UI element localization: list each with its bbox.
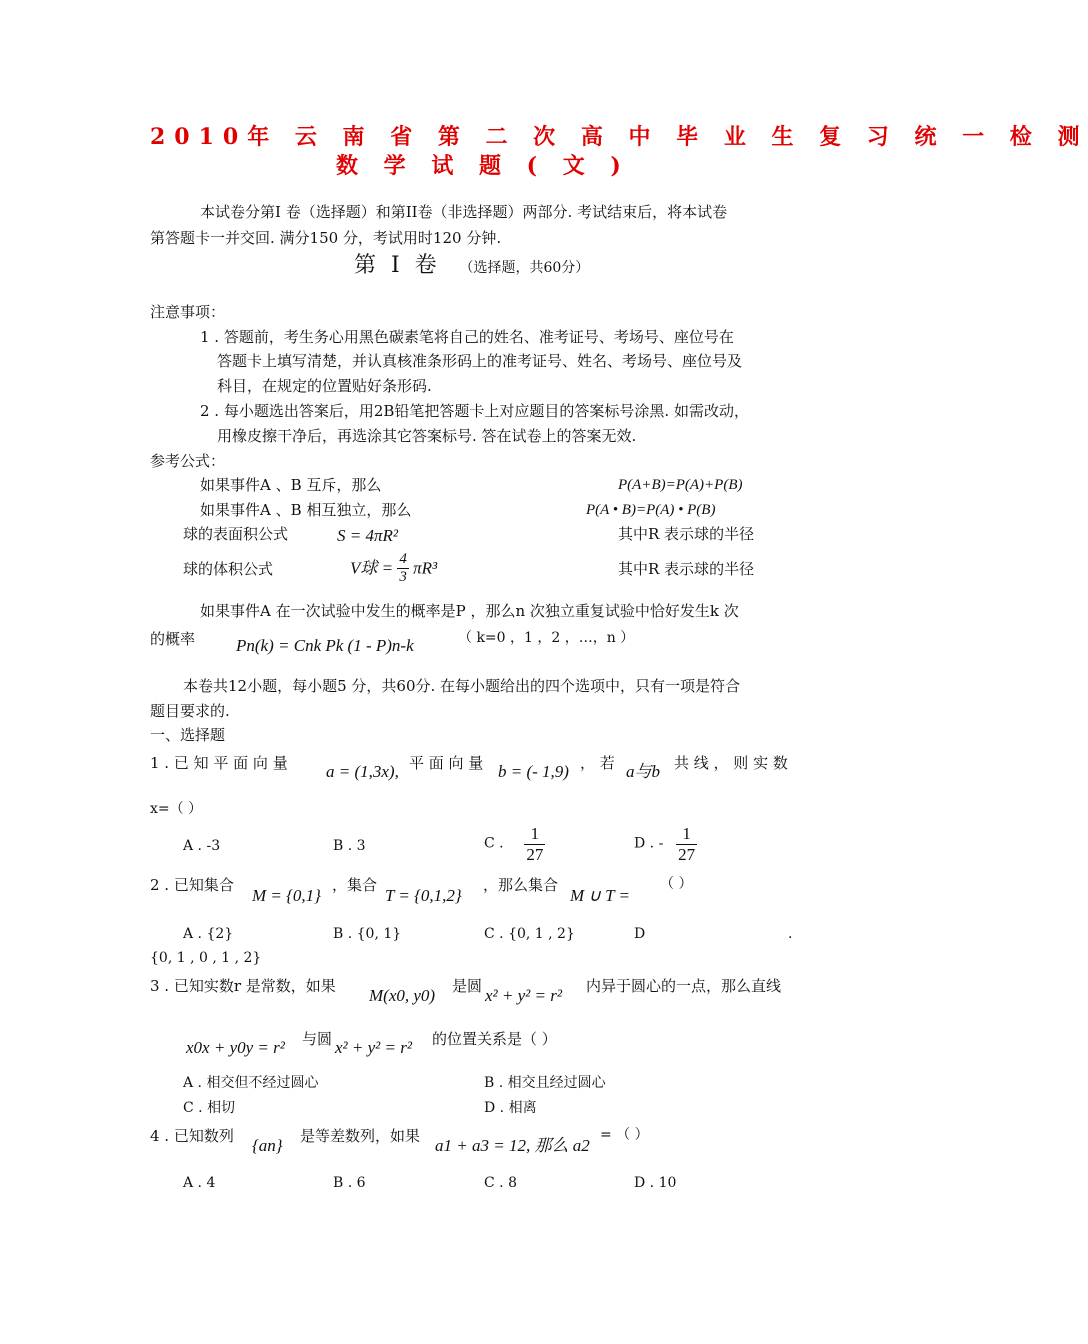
q2-text-a: 2 . 已知集合 <box>150 876 234 894</box>
q1-text-c: ， 若 <box>580 754 615 772</box>
indep-formula: P(A • B)=P(A) • P(B) <box>586 502 716 518</box>
q3-option-c: C . 相切 <box>183 1100 236 1116</box>
q1-vector-a: a = (1,3x), <box>326 762 399 781</box>
volume-text: 球的体积公式 <box>183 560 274 578</box>
q4-sequence: {an} <box>252 1136 283 1155</box>
q3-text-c: 内异于圆心的一点，那么直线 <box>586 977 782 995</box>
q3-text-d: 与圆 <box>302 1030 333 1048</box>
q1-line2: x=（ ） <box>150 801 203 817</box>
volume-den: 3 <box>399 569 407 586</box>
q1-option-b: B . 3 <box>333 838 366 854</box>
q1-option-c-den: 27 <box>526 844 544 864</box>
instructions-line1: 本卷共12小题，每小题5 分，共60分. 在每小题给出的四个选项中，只有一项是符合 <box>183 677 741 695</box>
q1-option-c-fraction <box>524 824 545 864</box>
q1-text-a: 1 . 已 知 平 面 向 量 <box>150 754 288 772</box>
q1-option-c-num: 1 <box>524 824 545 845</box>
instructions-line2: 题目要求的. <box>150 702 230 720</box>
notes-label: 注意事项： <box>150 303 226 321</box>
surface-radius-note: 其中R 表示球的半径 <box>618 525 755 543</box>
q2-option-c: C . {0, 1 , 2} <box>484 926 575 942</box>
binom-line1: 如果事件A 在一次试验中发生的概率是P ，那么n 次独立重复试验中恰好发生k 次 <box>200 602 739 620</box>
indep-text: 如果事件A 、B 相互独立，那么 <box>200 501 412 519</box>
note-item1-line1: 1 . 答题前，考生务心用黑色碳素笔将自己的姓名、准考证号、考场号、座位号在 <box>200 328 734 346</box>
volume-num: 4 <box>397 551 409 569</box>
intro-line2: 第答题卡一并交回. 满分150 分，考试用时120 分钟. <box>150 229 502 247</box>
q3-point: M(x0, y0) <box>369 986 436 1005</box>
part1-sub: （选择题，共60分） <box>459 260 590 276</box>
q2-option-a: A . {2} <box>183 926 234 942</box>
q4-option-b: B . 6 <box>333 1175 366 1191</box>
q1-option-d-den: 27 <box>678 844 696 864</box>
q3-option-b: B . 相交且经过圆心 <box>484 1075 606 1091</box>
q1-option-c <box>484 824 545 864</box>
q4-text-b: 是等差数列，如果 <box>300 1127 421 1145</box>
volume-fraction <box>397 551 409 587</box>
q4-option-c: C . 8 <box>484 1175 517 1191</box>
q3-text-e: 的位置关系是（ ） <box>432 1030 557 1048</box>
surface-text: 球的表面积公式 <box>183 525 289 543</box>
q2-option-b: B . {0, 1} <box>333 926 402 942</box>
note-item1-line3: 科目，在规定的位置贴好条形码. <box>217 377 432 395</box>
volume-formula <box>350 551 437 587</box>
volume-rhs: πR³ <box>413 558 438 578</box>
q2-set-m: M = {0,1} <box>252 886 321 905</box>
q2-union: M ∪ T = <box>570 886 630 905</box>
q3-line-equation: x0x + y0y = r² <box>186 1038 285 1057</box>
q1-text-d: 共 线 ， 则 实 数 <box>674 754 788 772</box>
binom-formula: Pn(k) = Cnk Pk (1 - P)n-k <box>236 636 414 655</box>
q1-option-d-label: D . - <box>634 835 664 852</box>
mutex-formula: P(A+B)=P(A)+P(B) <box>618 477 743 493</box>
q4-tail: = （ ） <box>600 1127 649 1143</box>
q2-text-c: ，那么集合 <box>483 876 559 894</box>
note-item2-line1: 2 . 每小题选出答案后，用2B铅笔把答题卡上对应题目的答案标号涂黑. 如需改动， <box>200 402 749 420</box>
q3-circle2: x² + y² = r² <box>335 1038 412 1057</box>
q2-option-d-dot: . <box>788 926 793 942</box>
volume-radius-note: 其中R 表示球的半径 <box>618 560 755 578</box>
part1-head: 第 Ⅰ 卷 <box>354 253 441 278</box>
section1-heading: 一、选择题 <box>150 726 226 744</box>
q1-option-c-label: C . <box>484 835 504 852</box>
note-item2-line2: 用橡皮擦干净后，再选涂其它答案标号. 答在试卷上的答案无效. <box>217 427 637 445</box>
volume-lhs: V球 = <box>350 558 394 578</box>
formulas-label: 参考公式： <box>150 452 226 470</box>
mutex-text: 如果事件A 、B 互斥，那么 <box>200 476 382 494</box>
surface-formula: S = 4πR² <box>337 526 398 545</box>
q1-option-d-fraction <box>676 824 697 864</box>
q4-condition: a1 + a3 = 12, 那么 a2 <box>435 1136 590 1155</box>
q1-text-b: 平 面 向 量 <box>409 754 484 772</box>
q1-vector-b: b = (- 1,9) <box>498 762 569 781</box>
q1-option-d-num: 1 <box>676 824 697 845</box>
q3-option-d: D . 相离 <box>484 1100 537 1116</box>
q1-option-a: A . -3 <box>183 838 221 854</box>
binom-range: （ k=0 ，1 ，2 ，…，n ） <box>458 630 635 646</box>
q4-text-a: 4 . 已知数列 <box>150 1127 234 1145</box>
q1-option-d <box>634 824 697 864</box>
note-item1-line2: 答题卡上填写清楚，并认真核准条形码上的准考证号、姓名、考场号、座位号及 <box>217 352 743 370</box>
q3-text-b: 是圆 <box>452 977 483 995</box>
q3-option-a: A . 相交但不经过圆心 <box>183 1075 319 1091</box>
q2-option-d-label: D <box>634 926 646 942</box>
doc-title-line1: 2010年 云 南 省 第 二 次 高 中 毕 业 生 复 习 统 一 检 测 <box>150 124 1088 150</box>
q4-option-a: A . 4 <box>183 1175 216 1191</box>
part1-heading <box>354 253 589 279</box>
q2-paren: （ ） <box>660 876 693 892</box>
q3-circle: x² + y² = r² <box>485 986 562 1005</box>
q2-text-b: ，集合 <box>332 876 378 894</box>
binom-line2: 的概率 <box>150 630 196 648</box>
q3-text-a: 3 . 已知实数r 是常数，如果 <box>150 977 336 995</box>
q2-option-d-line2: {0, 1 , 0 , 1 , 2} <box>150 950 262 966</box>
q1-relation: a与b <box>626 762 660 781</box>
q4-option-d: D . 10 <box>634 1175 677 1191</box>
q2-set-t: T = {0,1,2} <box>385 886 462 905</box>
intro-line1: 本试卷分第I 卷（选择题）和第II卷（非选择题）两部分. 考试结束后，将本试卷 <box>200 203 728 221</box>
doc-title-line2: 数 学 试 题 ( 文 ) <box>336 153 630 179</box>
